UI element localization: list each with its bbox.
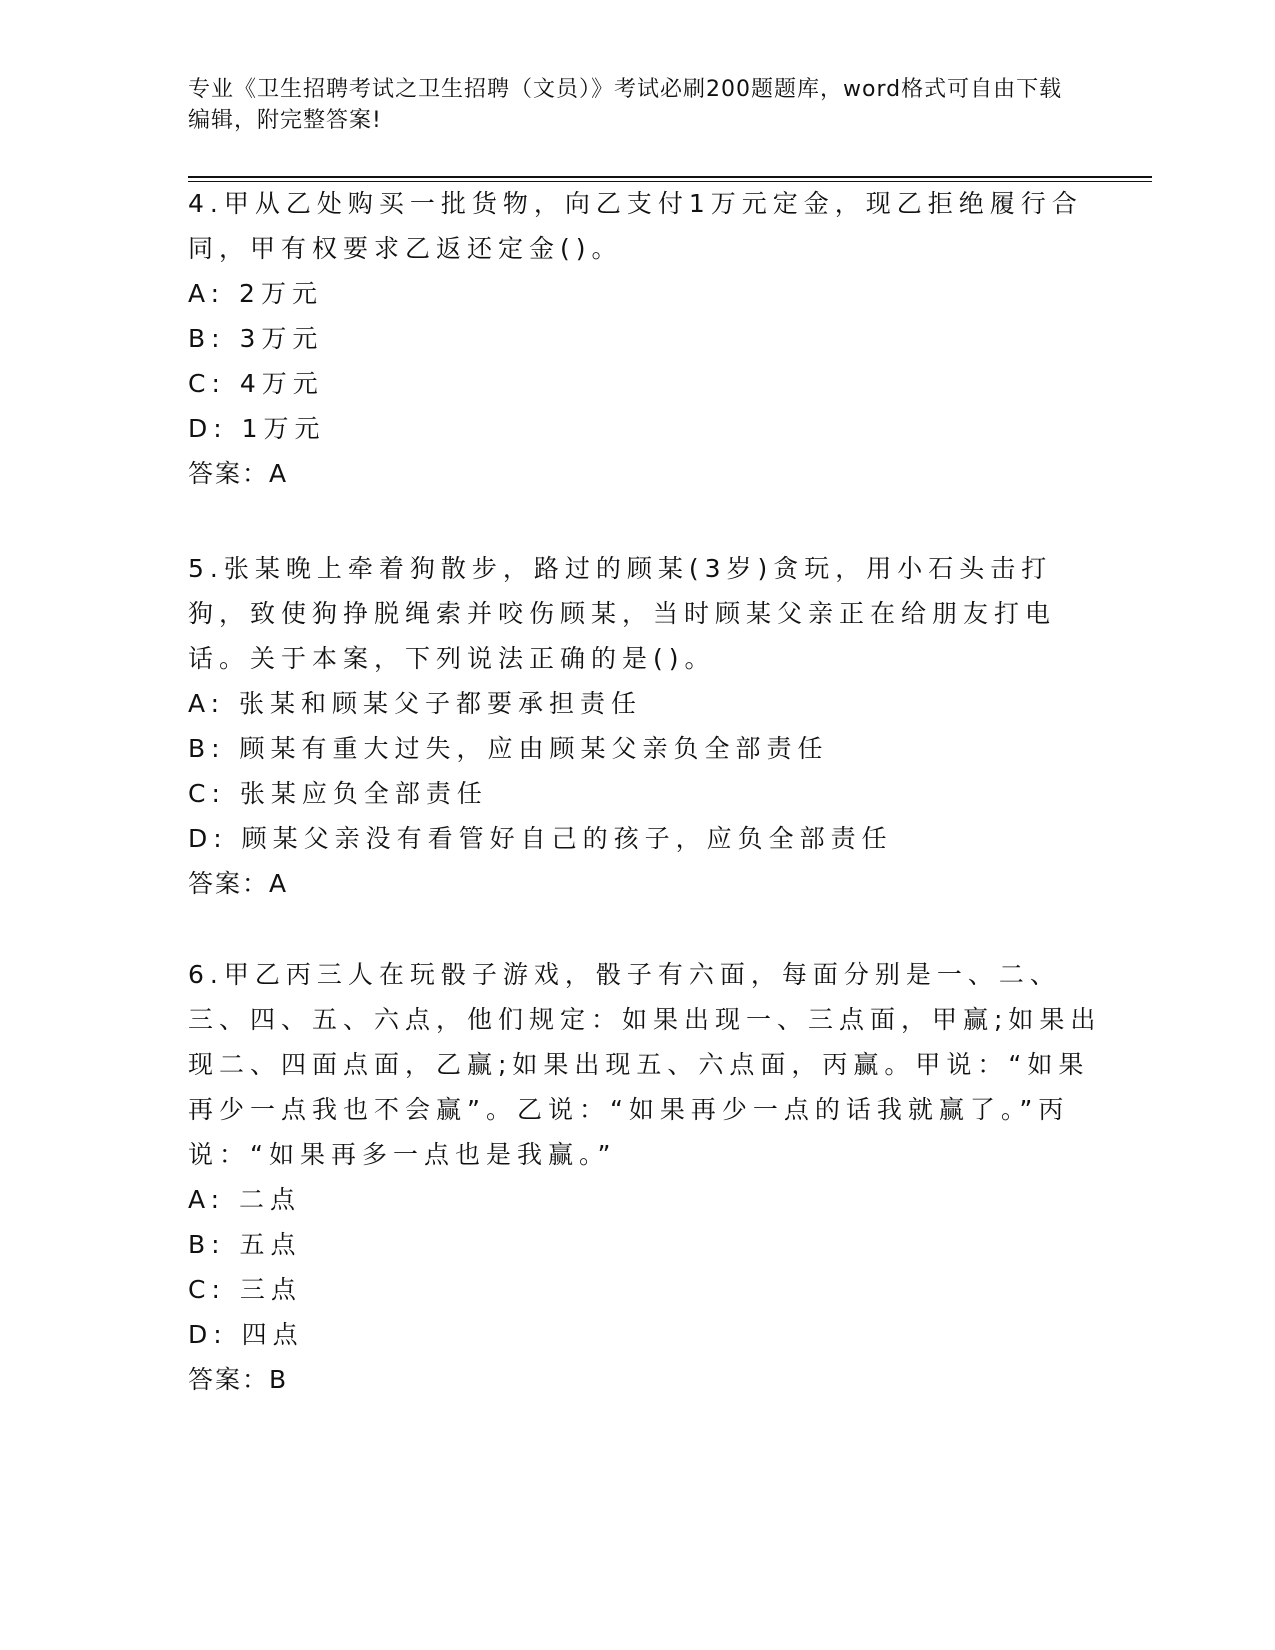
option-b: B: 五点: [188, 1230, 302, 1259]
answer-text: 答案：B: [188, 1365, 289, 1394]
answer-text: 答案：A: [188, 869, 289, 898]
question-6: [188, 952, 1108, 1402]
header-divider-thick: [188, 176, 1152, 178]
option-b: B: 3万元: [188, 324, 324, 353]
question-4: [188, 181, 1108, 496]
option-a: A: 2万元: [188, 279, 323, 308]
option-c: C: 三点: [188, 1275, 302, 1304]
option-c: C: 4万元: [188, 369, 324, 398]
option-c: C: 张某应负全部责任: [188, 779, 488, 808]
option-d: D: 四点: [188, 1320, 304, 1349]
option-a: A: 张某和顾某父子都要承担责任: [188, 689, 643, 718]
answer-text: 答案：A: [188, 459, 289, 488]
question-stem: 4.甲从乙处购买一批货物，向乙支付1万元定金，现乙拒绝履行合同，甲有权要求乙返还定金()。: [188, 189, 1083, 263]
question-stem: 5.张某晚上牵着狗散步，路过的顾某(3岁)贪玩，用小石头击打狗，致使狗挣脱绳索并咬伤顾某，当时顾某父亲正在给朋友打电话。关于本案，下列说法正确的是()。: [188, 554, 1057, 673]
option-b: B: 顾某有重大过失，应由顾某父亲负全部责任: [188, 734, 829, 763]
option-d: D: 顾某父亲没有看管好自己的孩子，应负全部责任: [188, 824, 893, 853]
question-stem: 6.甲乙丙三人在玩骰子游戏，骰子有六面，每面分别是一、二、三、四、五、六点，他们规定：如果出现一、三点面，甲赢;如果出现二、四面点面，乙赢;如果出现五、六点面，丙赢。甲说：“如果再少一点我也不会赢”。乙说：“如果再少一点的话我就赢了。”丙说：“如果再多一点也是我赢。”: [188, 960, 1102, 1169]
option-a: A: 二点: [188, 1185, 302, 1214]
option-d: D: 1万元: [188, 414, 326, 443]
document-header: 专业《卫生招聘考试之卫生招聘（文员）》考试必刷200题题库，word格式可自由下载编辑，附完整答案!: [188, 77, 1063, 133]
question-5: [188, 546, 1108, 906]
